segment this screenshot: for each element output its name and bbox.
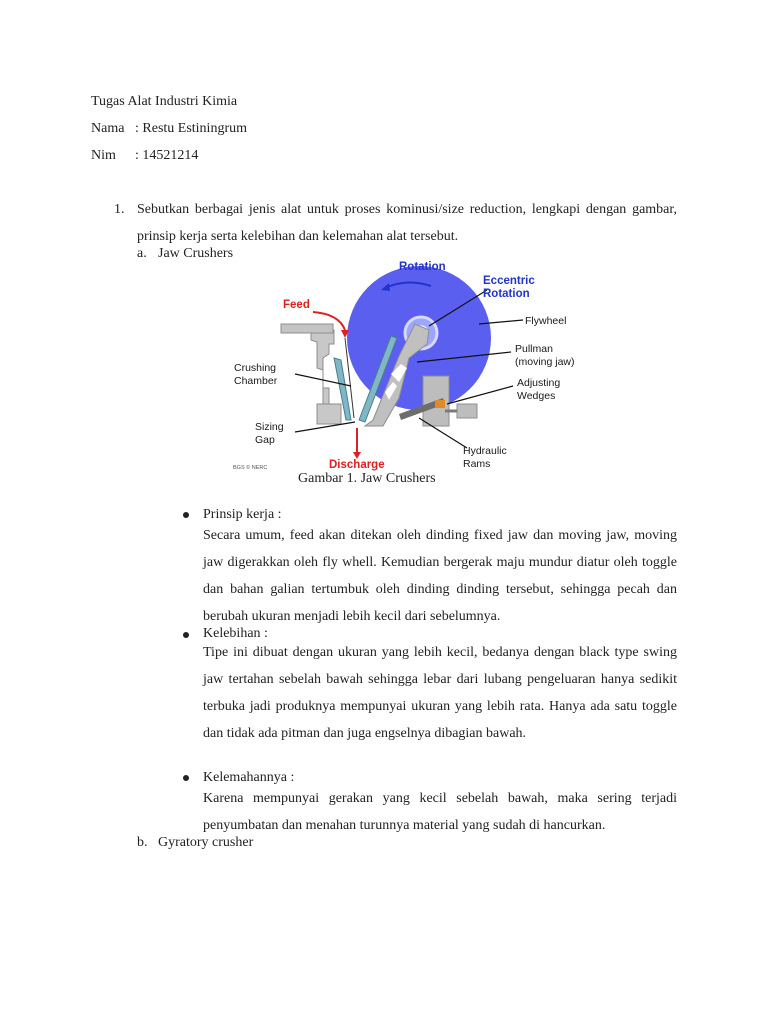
bullet-dot [183, 632, 189, 638]
label-rotation: Rotation [399, 261, 446, 273]
figure-caption: Gambar 1. Jaw Crushers [298, 471, 436, 486]
section-b-title: Gyratory crusher [158, 835, 254, 850]
label-eccentric-1: Eccentric [483, 275, 535, 287]
bullet-text-kelebihan: Tipe ini dibuat dengan ukuran yang lebih kecil, bedanya dengan black type swing jaw tertahan sebelah bawah sehingga lebar dari lubang pengeluaran hanya sedikit terbuka jadi produknya mempunyai ukuran yang lebih rata. Hanya ada satu toggle dan tidak ada pitman dan juga engselnya dibagian bawah. [203, 645, 677, 741]
label-sizing-1: Sizing [255, 421, 284, 433]
label-crushing-1: Crushing [234, 362, 277, 374]
label-adjusting-2: Wedges [517, 390, 556, 402]
label-adjusting-1: Adjusting [517, 377, 561, 389]
label-eccentric-2: Rotation [483, 288, 530, 300]
section-a-title: Jaw Crushers [158, 246, 234, 261]
label-hydraulic-1: Hydraulic [463, 445, 507, 457]
label-hydraulic-2: Rams [463, 458, 491, 470]
bullet-text-prinsip: Secara umum, feed akan ditekan oleh dinding fixed jaw dan moving jaw, moving jaw digerakkan oleh fly whell. Kemudian bergerak maju mundur diatur oleh toggle dan bahan galian tertumbuk oleh dinding dinding tersebut, sehingga pecah dan berubah ukuran menjadi lebih kecil dari sebelumnya. [203, 528, 677, 624]
figure-credit: BGS © NERC [233, 465, 268, 471]
label-feed: Feed [283, 299, 310, 311]
label-sizing-2: Gap [255, 434, 275, 446]
name-label: Nama [91, 121, 125, 136]
nim-value: : 14521214 [135, 148, 199, 163]
label-flywheel: Flywheel [525, 315, 567, 327]
discharge-arrowhead [353, 452, 361, 459]
bullet-heading-prinsip: Prinsip kerja : [203, 507, 282, 522]
label-crushing-2: Chamber [234, 375, 278, 387]
nim-label: Nim [91, 148, 116, 163]
bullet-heading-kelebihan: Kelebihan : [203, 626, 268, 641]
question-text: Sebutkan berbagai jenis alat untuk proses kominusi/size reduction, lengkapi dengan gambar, prinsip kerja serta kelebihan dan kelemahan alat tersebut. [137, 202, 677, 244]
bullet-heading-kelemahan: Kelemahannya : [203, 770, 295, 785]
bullet-text-kelemahan: Karena mempunyai gerakan yang kecil sebelah bawah, maka sering terjadi penyumbatan dan menahan turunnya material yang sudah di hancurkan. [203, 791, 677, 833]
jaw-crusher-figure [231, 258, 594, 472]
document-title: Tugas Alat Industri Kimia [91, 94, 238, 109]
bullet-dot [183, 512, 189, 518]
section-b-marker: b. [137, 835, 148, 850]
label-pullman-1: Pullman [515, 343, 553, 355]
adjusting-wedge [435, 400, 445, 408]
jaw-crusher-diagram [231, 258, 594, 472]
section-a-marker: a. [137, 246, 147, 261]
hydraulic-cylinder [457, 404, 477, 418]
label-pullman-2: (moving jaw) [515, 356, 575, 368]
question-number: 1. [114, 202, 125, 217]
name-value: : Restu Estiningrum [135, 121, 247, 136]
label-discharge: Discharge [329, 459, 385, 471]
bullet-dot [183, 775, 189, 781]
frame-base-left [317, 404, 341, 424]
feed-hopper-plate [281, 324, 333, 333]
